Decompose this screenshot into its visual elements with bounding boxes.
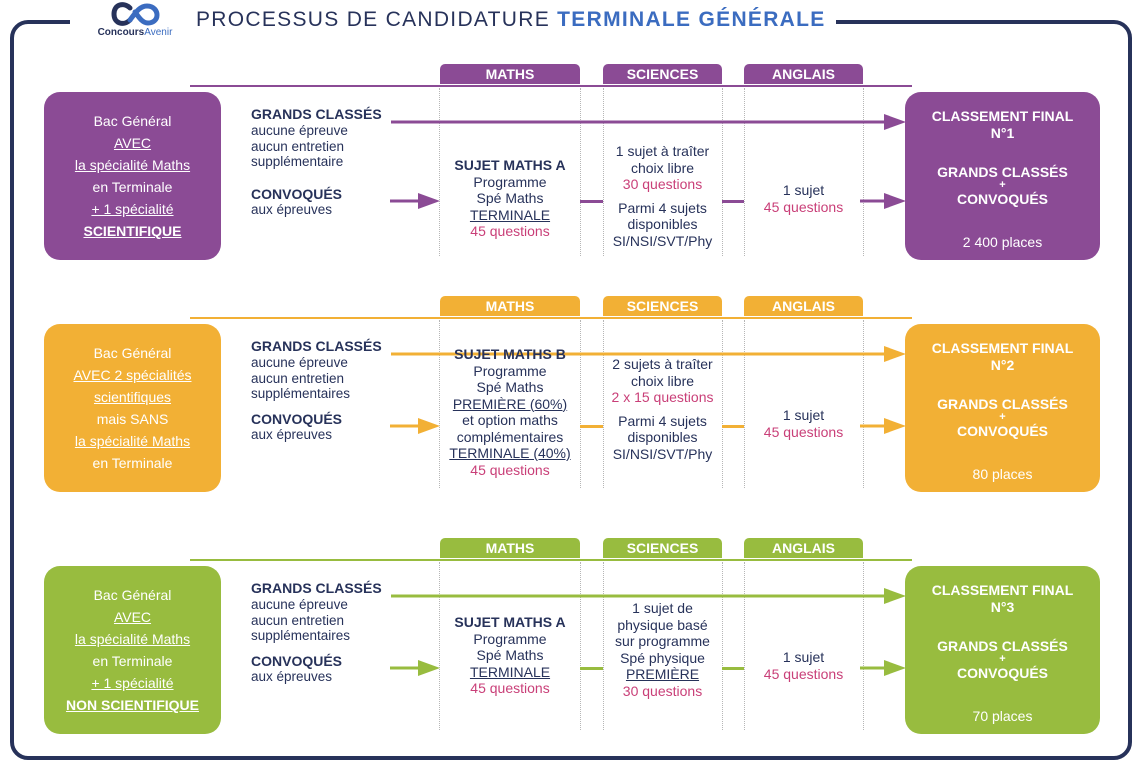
profile-line: + 1 spécialité (91, 201, 174, 217)
grands-classes-label: GRANDS CLASSÉS (251, 338, 382, 354)
sciences-detail-line: Parmi 4 sujets (618, 412, 707, 429)
final-plus: + (999, 653, 1006, 665)
anglais-detail-line: 1 sujet (782, 407, 825, 423)
route-row-3 (0, 538, 1140, 733)
anglais-exam (744, 649, 863, 682)
tab-maths: MATHS (440, 538, 580, 558)
tab-sciences: SCIENCES (603, 296, 722, 316)
sciences-detail-line: PREMIÈRE (625, 666, 700, 682)
maths-exam (440, 614, 580, 697)
final-arrow (860, 193, 906, 209)
grands-classes-line: supplémentaires (251, 386, 351, 401)
maths-subject-title: SUJET MATHS A (454, 157, 566, 173)
grands-classes-desc (251, 355, 391, 402)
tab-underline (190, 317, 912, 319)
profile-line: en Terminale (92, 179, 173, 195)
profile-line: Bac Général (93, 113, 172, 129)
final-ranking-title (905, 340, 1100, 374)
profile-line: la spécialité Maths (74, 631, 191, 647)
arrow-right-icon (390, 660, 440, 676)
tab-underline (190, 559, 912, 561)
grands-classes-line: aucun entretien (251, 612, 345, 628)
final-groups (905, 397, 1100, 438)
tab-anglais: ANGLAIS (744, 538, 863, 558)
final-title-line: N°3 (990, 599, 1015, 615)
sciences-detail-line: choix libre (630, 372, 695, 389)
grands-classes-label: GRANDS CLASSÉS (251, 580, 382, 596)
final-ranking-box (905, 92, 1100, 260)
maths-detail-line: TERMINALE (469, 206, 551, 223)
maths-detail-line: Programme (473, 630, 547, 647)
final-arrow (860, 660, 906, 676)
final-grands-classes: GRANDS CLASSÉS (937, 638, 1068, 654)
profile-line: la spécialité Maths (74, 433, 191, 449)
connector-line (580, 425, 603, 428)
final-groups (905, 165, 1100, 206)
final-convoques: CONVOQUÉS (956, 665, 1048, 681)
connector-line (580, 667, 603, 670)
logo-infinity-icon (110, 2, 160, 26)
sciences-detail-line: 2 x 15 questions (611, 389, 714, 405)
maths-exam (440, 346, 580, 478)
sciences-exam (603, 600, 722, 699)
sciences-exam (603, 143, 722, 249)
sciences-detail-line: SI/NSI/SVT/Phy (612, 445, 713, 462)
grands-classes-line: aucune épreuve (251, 355, 348, 370)
final-ranking-title (905, 108, 1100, 142)
sciences-detail-line: choix libre (630, 159, 695, 176)
logo-brand-alt: Avenir (144, 27, 173, 38)
connector-line (722, 425, 744, 428)
tab-maths: MATHS (440, 296, 580, 316)
final-groups (905, 639, 1100, 680)
final-grands-classes: GRANDS CLASSÉS (937, 396, 1068, 412)
convoques-desc: aux épreuves (251, 427, 333, 442)
places-count: 80 places (972, 466, 1033, 482)
final-title-line: N°1 (990, 125, 1015, 141)
sciences-detail-line: 1 sujet de (632, 600, 693, 616)
logo-text (98, 27, 173, 38)
profile-line: AVEC (113, 609, 152, 625)
grands-classes-line: aucun entretien (251, 370, 345, 386)
profile-line: AVEC (113, 135, 152, 151)
sciences-detail-line: 30 questions (622, 176, 703, 192)
anglais-exam (744, 407, 863, 440)
maths-detail-line: 45 questions (470, 223, 550, 239)
convoques-desc: aux épreuves (251, 669, 333, 684)
maths-detail-line: Spé Maths (476, 379, 544, 395)
profile-line: Bac Général (93, 587, 172, 603)
final-arrow (860, 418, 906, 434)
direct-arrow (391, 114, 906, 130)
tab-anglais: ANGLAIS (744, 296, 863, 316)
title-highlight: TERMINALE GÉNÉRALE (557, 8, 826, 31)
places-count: 2 400 places (962, 234, 1043, 250)
maths-subject-title: SUJET MATHS A (454, 614, 566, 630)
sciences-detail-line: Parmi 4 sujets (618, 199, 707, 216)
final-convoques: CONVOQUÉS (956, 423, 1048, 439)
connector-line (722, 200, 744, 203)
header (70, 0, 836, 40)
maths-subject-title: SUJET MATHS B (454, 346, 566, 362)
sciences-detail-line: 1 sujet à traîter (615, 143, 710, 159)
profile-line: scientifiques (93, 389, 172, 405)
convoques-label: CONVOQUÉS (251, 186, 343, 202)
route-row-1 (0, 64, 1140, 259)
connector-line (580, 200, 603, 203)
maths-detail-line: Spé Maths (476, 647, 544, 663)
logo (80, 2, 190, 38)
final-convoques: CONVOQUÉS (956, 191, 1048, 207)
sciences-detail-line: disponibles (627, 216, 698, 232)
arrow-right-icon (860, 660, 906, 676)
tab-maths: MATHS (440, 64, 580, 84)
grands-classes-line: supplémentaires (251, 628, 351, 643)
maths-detail-line: Spé Maths (476, 190, 544, 206)
sciences-detail-line: sur programme (615, 633, 710, 649)
final-ranking-title (905, 582, 1100, 616)
arrow-right-icon (860, 418, 906, 434)
arrow-right-icon (391, 114, 906, 130)
arrow-right-icon (860, 193, 906, 209)
profile-line: Bac Général (93, 345, 172, 361)
sciences-detail-line: 2 sujets à traîter (612, 356, 713, 372)
grands-classes-line: supplémentaire (251, 154, 344, 169)
anglais-exam (744, 182, 863, 215)
final-plus: + (999, 179, 1006, 191)
final-title-line: N°2 (990, 357, 1015, 373)
maths-detail-line: et option maths (462, 412, 558, 428)
grands-classes-desc (251, 123, 391, 170)
maths-detail-line: 45 questions (470, 461, 550, 478)
arrow-right-icon (390, 193, 440, 209)
profile-line: + 1 spécialité (91, 675, 174, 691)
maths-detail-line: 45 questions (470, 680, 550, 696)
tab-underline (190, 85, 912, 87)
places-count: 70 places (972, 708, 1033, 724)
sciences-detail-line: 30 questions (622, 682, 703, 699)
tab-anglais: ANGLAIS (744, 64, 863, 84)
convoques-label: CONVOQUÉS (251, 653, 343, 669)
profile-line: SCIENTIFIQUE (83, 223, 182, 239)
maths-detail-line: Programme (473, 173, 547, 190)
final-grands-classes: GRANDS CLASSÉS (937, 164, 1068, 180)
sciences-detail-line: disponibles (627, 429, 698, 445)
title-prefix: PROCESSUS DE CANDIDATURE (196, 8, 558, 31)
profile-box (44, 92, 221, 260)
route-row-2 (0, 296, 1140, 491)
anglais-detail-line: 45 questions (763, 198, 844, 215)
final-ranking-box (905, 566, 1100, 734)
convoques-desc: aux épreuves (251, 202, 333, 217)
connector-line (722, 667, 744, 670)
maths-exam (440, 157, 580, 240)
profile-line: en Terminale (92, 653, 173, 669)
profile-box (44, 566, 221, 734)
maths-detail-line: Programme (473, 362, 547, 379)
final-ranking-box (905, 324, 1100, 492)
final-plus: + (999, 411, 1006, 423)
final-title-line: CLASSEMENT FINAL (931, 108, 1074, 124)
sciences-exam (603, 356, 722, 462)
maths-detail-line: PREMIÈRE (60%) (452, 395, 568, 412)
exam-entry-arrow (390, 193, 440, 209)
sciences-detail-line: physique basé (617, 616, 708, 633)
sciences-detail-line: Spé physique (620, 649, 705, 666)
logo-brand-main: Concours (97, 27, 145, 38)
final-title-line: CLASSEMENT FINAL (931, 582, 1074, 598)
grands-classes-label: GRANDS CLASSÉS (251, 106, 382, 122)
anglais-detail-line: 1 sujet (782, 649, 825, 665)
sciences-detail-line: SI/NSI/SVT/Phy (612, 232, 713, 249)
profile-box (44, 324, 221, 492)
page-title (196, 8, 826, 32)
profile-line: la spécialité Maths (74, 157, 191, 173)
profile-line: en Terminale (92, 455, 173, 471)
arrow-right-icon (390, 418, 440, 434)
tab-sciences: SCIENCES (603, 538, 722, 558)
maths-detail-line: TERMINALE (40%) (449, 445, 571, 461)
anglais-detail-line: 45 questions (763, 665, 844, 682)
grands-classes-line: aucun entretien (251, 138, 345, 154)
maths-detail-line: complémentaires (456, 428, 564, 445)
profile-line: mais SANS (96, 411, 169, 427)
grands-classes-desc (251, 597, 391, 644)
tab-sciences: SCIENCES (603, 64, 722, 84)
grands-classes-line: aucune épreuve (251, 123, 348, 138)
maths-detail-line: TERMINALE (469, 663, 551, 680)
profile-line: NON SCIENTIFIQUE (65, 697, 199, 713)
final-title-line: CLASSEMENT FINAL (931, 340, 1074, 356)
exam-entry-arrow (390, 418, 440, 434)
convoques-label: CONVOQUÉS (251, 411, 343, 427)
anglais-detail-line: 1 sujet (782, 182, 825, 198)
exam-entry-arrow (390, 660, 440, 676)
profile-line: AVEC 2 spécialités (73, 367, 192, 383)
grands-classes-line: aucune épreuve (251, 597, 348, 612)
anglais-detail-line: 45 questions (763, 423, 844, 440)
